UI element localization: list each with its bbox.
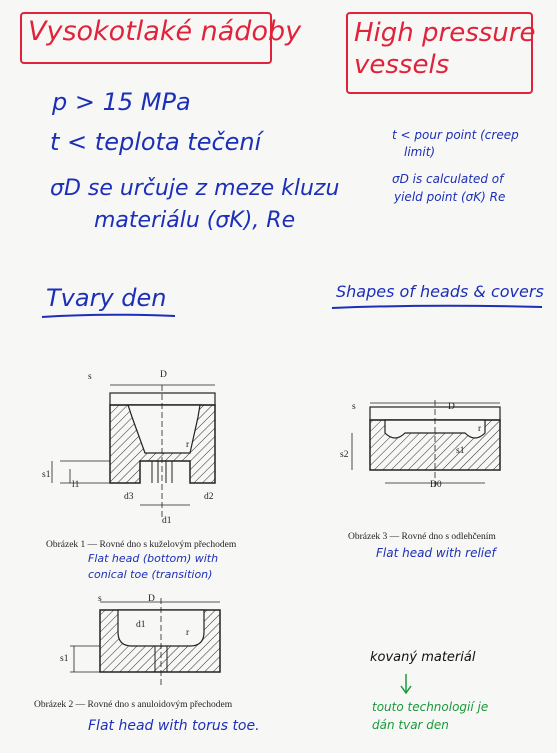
fig3-label-D0: D0 [430,480,442,490]
figure-3-drawing [330,395,510,495]
fig1-label-d3: d3 [124,492,134,502]
note-en-yield: yield point (σK) Re [394,190,506,204]
fig2-label-D: D [148,594,155,604]
fig3-label-s2: s2 [340,450,349,460]
fig3-note: Flat head with relief [376,546,496,560]
fig1-label-d2: d2 [204,492,214,502]
heading-en-underline [330,302,545,312]
fig2-label-r: r [186,628,190,638]
fig2-label-s: s [98,594,102,604]
fig1-note-line1: Flat head (bottom) with [88,552,219,565]
fig1-label-d1: d1 [162,516,172,526]
fig1-label-s1: s1 [42,470,51,480]
fig2-label-d1: d1 [136,620,146,630]
side-note-technology-line1: touto technologií je [372,700,489,714]
fig3-caption: Obrázek 3 — Rovné dno s odlehčením [348,532,496,542]
fig3-label-s: s [352,402,356,412]
fig3-label-D: D [448,402,455,412]
note-en-sigma: σD is calculated of [392,172,504,186]
title-en-line1: High pressure [354,18,536,48]
fig2-caption: Obrázek 2 — Rovné dno s anuloidovým přechodem [34,700,233,710]
heading-cz: Tvary den [46,284,167,312]
title-en-line2: vessels [354,50,450,80]
fig1-label-s: s [88,372,92,382]
arrow-icon [398,672,414,696]
fig1-label-l1: l1 [72,480,80,490]
note-cz-material: materiálu (σK), Re [94,208,296,233]
side-note-technology-line2: dán tvar den [372,718,449,732]
note-en-pour-point: t < pour point (creep [392,128,519,142]
fig2-label-s1: s1 [60,654,69,664]
fig1-label-D: D [160,370,167,380]
fig3-label-s1: s1 [456,446,465,456]
fig3-label-r: r [478,424,482,434]
note-en-limit: limit) [404,145,436,159]
fig2-note: Flat head with torus toe. [88,718,260,734]
heading-cz-underline [40,312,180,320]
note-cz-sigma: σD se určuje z meze kluzu [50,176,340,201]
heading-en: Shapes of heads & covers [336,282,544,301]
side-note-forged-material: kovaný materiál [370,650,476,665]
fig1-note-line2: conical toe (transition) [88,568,213,581]
note-cz-pressure: p > 15 MPa [52,88,191,116]
fig1-caption: Obrázek 1 — Rovné dno s kuželovým přechodem [46,540,237,550]
note-cz-temperature: t < teplota tečení [50,128,262,156]
fig1-label-r: r [186,440,190,450]
title-cz: Vysokotlaké nádoby [28,16,302,47]
figure-1-drawing [40,365,240,530]
figure-2-drawing [40,590,240,690]
